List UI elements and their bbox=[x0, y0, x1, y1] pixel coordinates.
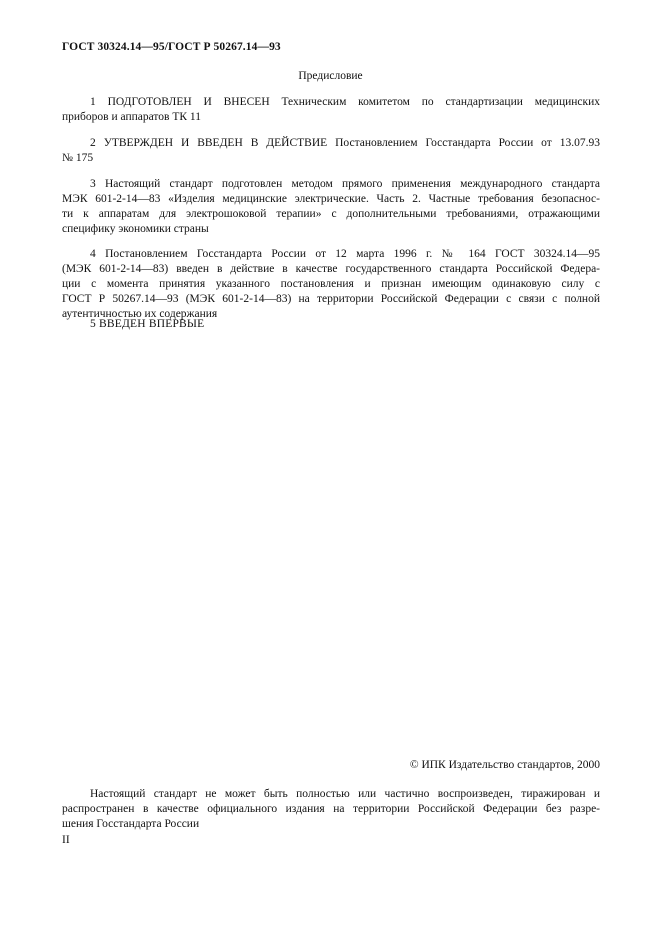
notice-line: шения Госстандарта России bbox=[62, 818, 200, 830]
paragraph-line: аутентичностью их содержания bbox=[62, 308, 218, 320]
paragraph-line: ти к аппаратам для электрошоковой терапии» с дополнительными требованиями, отражающими bbox=[62, 208, 600, 220]
notice-line: Настоящий стандарт не может быть полностью или частично воспроизведен, тиражирован и bbox=[90, 788, 600, 800]
paragraph-line: 1 ПОДГОТОВЛЕН И ВНЕСЕН Техническим комитетом по стандартизации медицинских bbox=[90, 96, 600, 108]
paragraph-line: № 175 bbox=[62, 152, 94, 164]
paragraph-line: приборов и аппаратов ТК 11 bbox=[62, 111, 201, 123]
paragraph-4 bbox=[62, 247, 600, 322]
paragraph-line: 5 ВВЕДЕН ВПЕРВЫЕ bbox=[90, 318, 205, 330]
paragraph-line: ГОСТ Р 50267.14—93 (МЭК 601-2-14—83) на территории Российской Федерации с связи с полной bbox=[62, 293, 600, 305]
notice-line: распространен в качестве официального издания на территории Российской Федерации без разре- bbox=[62, 803, 600, 815]
page-number: II bbox=[62, 834, 70, 846]
paragraph-line: (МЭК 601-2-14—83) введен в действие в качестве государственного стандарта Российской Федера- bbox=[62, 263, 600, 275]
reproduction-notice bbox=[62, 787, 600, 832]
paragraph-line: 3 Настоящий стандарт подготовлен методом прямого применения международного стандарта bbox=[90, 178, 600, 190]
paragraph-line: ции с момента принятия указанного постановления и признан имеющим одинаковую силу с bbox=[62, 278, 600, 290]
paragraph-2 bbox=[62, 136, 600, 166]
paragraph-line: специфику экономики страны bbox=[62, 223, 209, 235]
paragraph-1 bbox=[62, 95, 600, 125]
copyright-notice: © ИПК Издательство стандартов, 2000 bbox=[409, 759, 600, 771]
section-title: Предисловие bbox=[298, 70, 363, 82]
paragraph-line: МЭК 601-2-14—83 «Изделия медицинские электрические. Часть 2. Частные требования безопаснос- bbox=[62, 193, 600, 205]
paragraph-line: 4 Постановлением Госстандарта России от 12 марта 1996 г. № 164 ГОСТ 30324.14—95 bbox=[90, 248, 600, 260]
document-designation: ГОСТ 30324.14—95/ГОСТ Р 50267.14—93 bbox=[62, 41, 281, 53]
paragraph-5 bbox=[62, 317, 600, 332]
paragraph-line: 2 УТВЕРЖДЕН И ВВЕДЕН В ДЕЙСТВИЕ Постановлением Госстандарта России от 13.07.93 bbox=[90, 137, 600, 149]
paragraph-3 bbox=[62, 177, 600, 237]
